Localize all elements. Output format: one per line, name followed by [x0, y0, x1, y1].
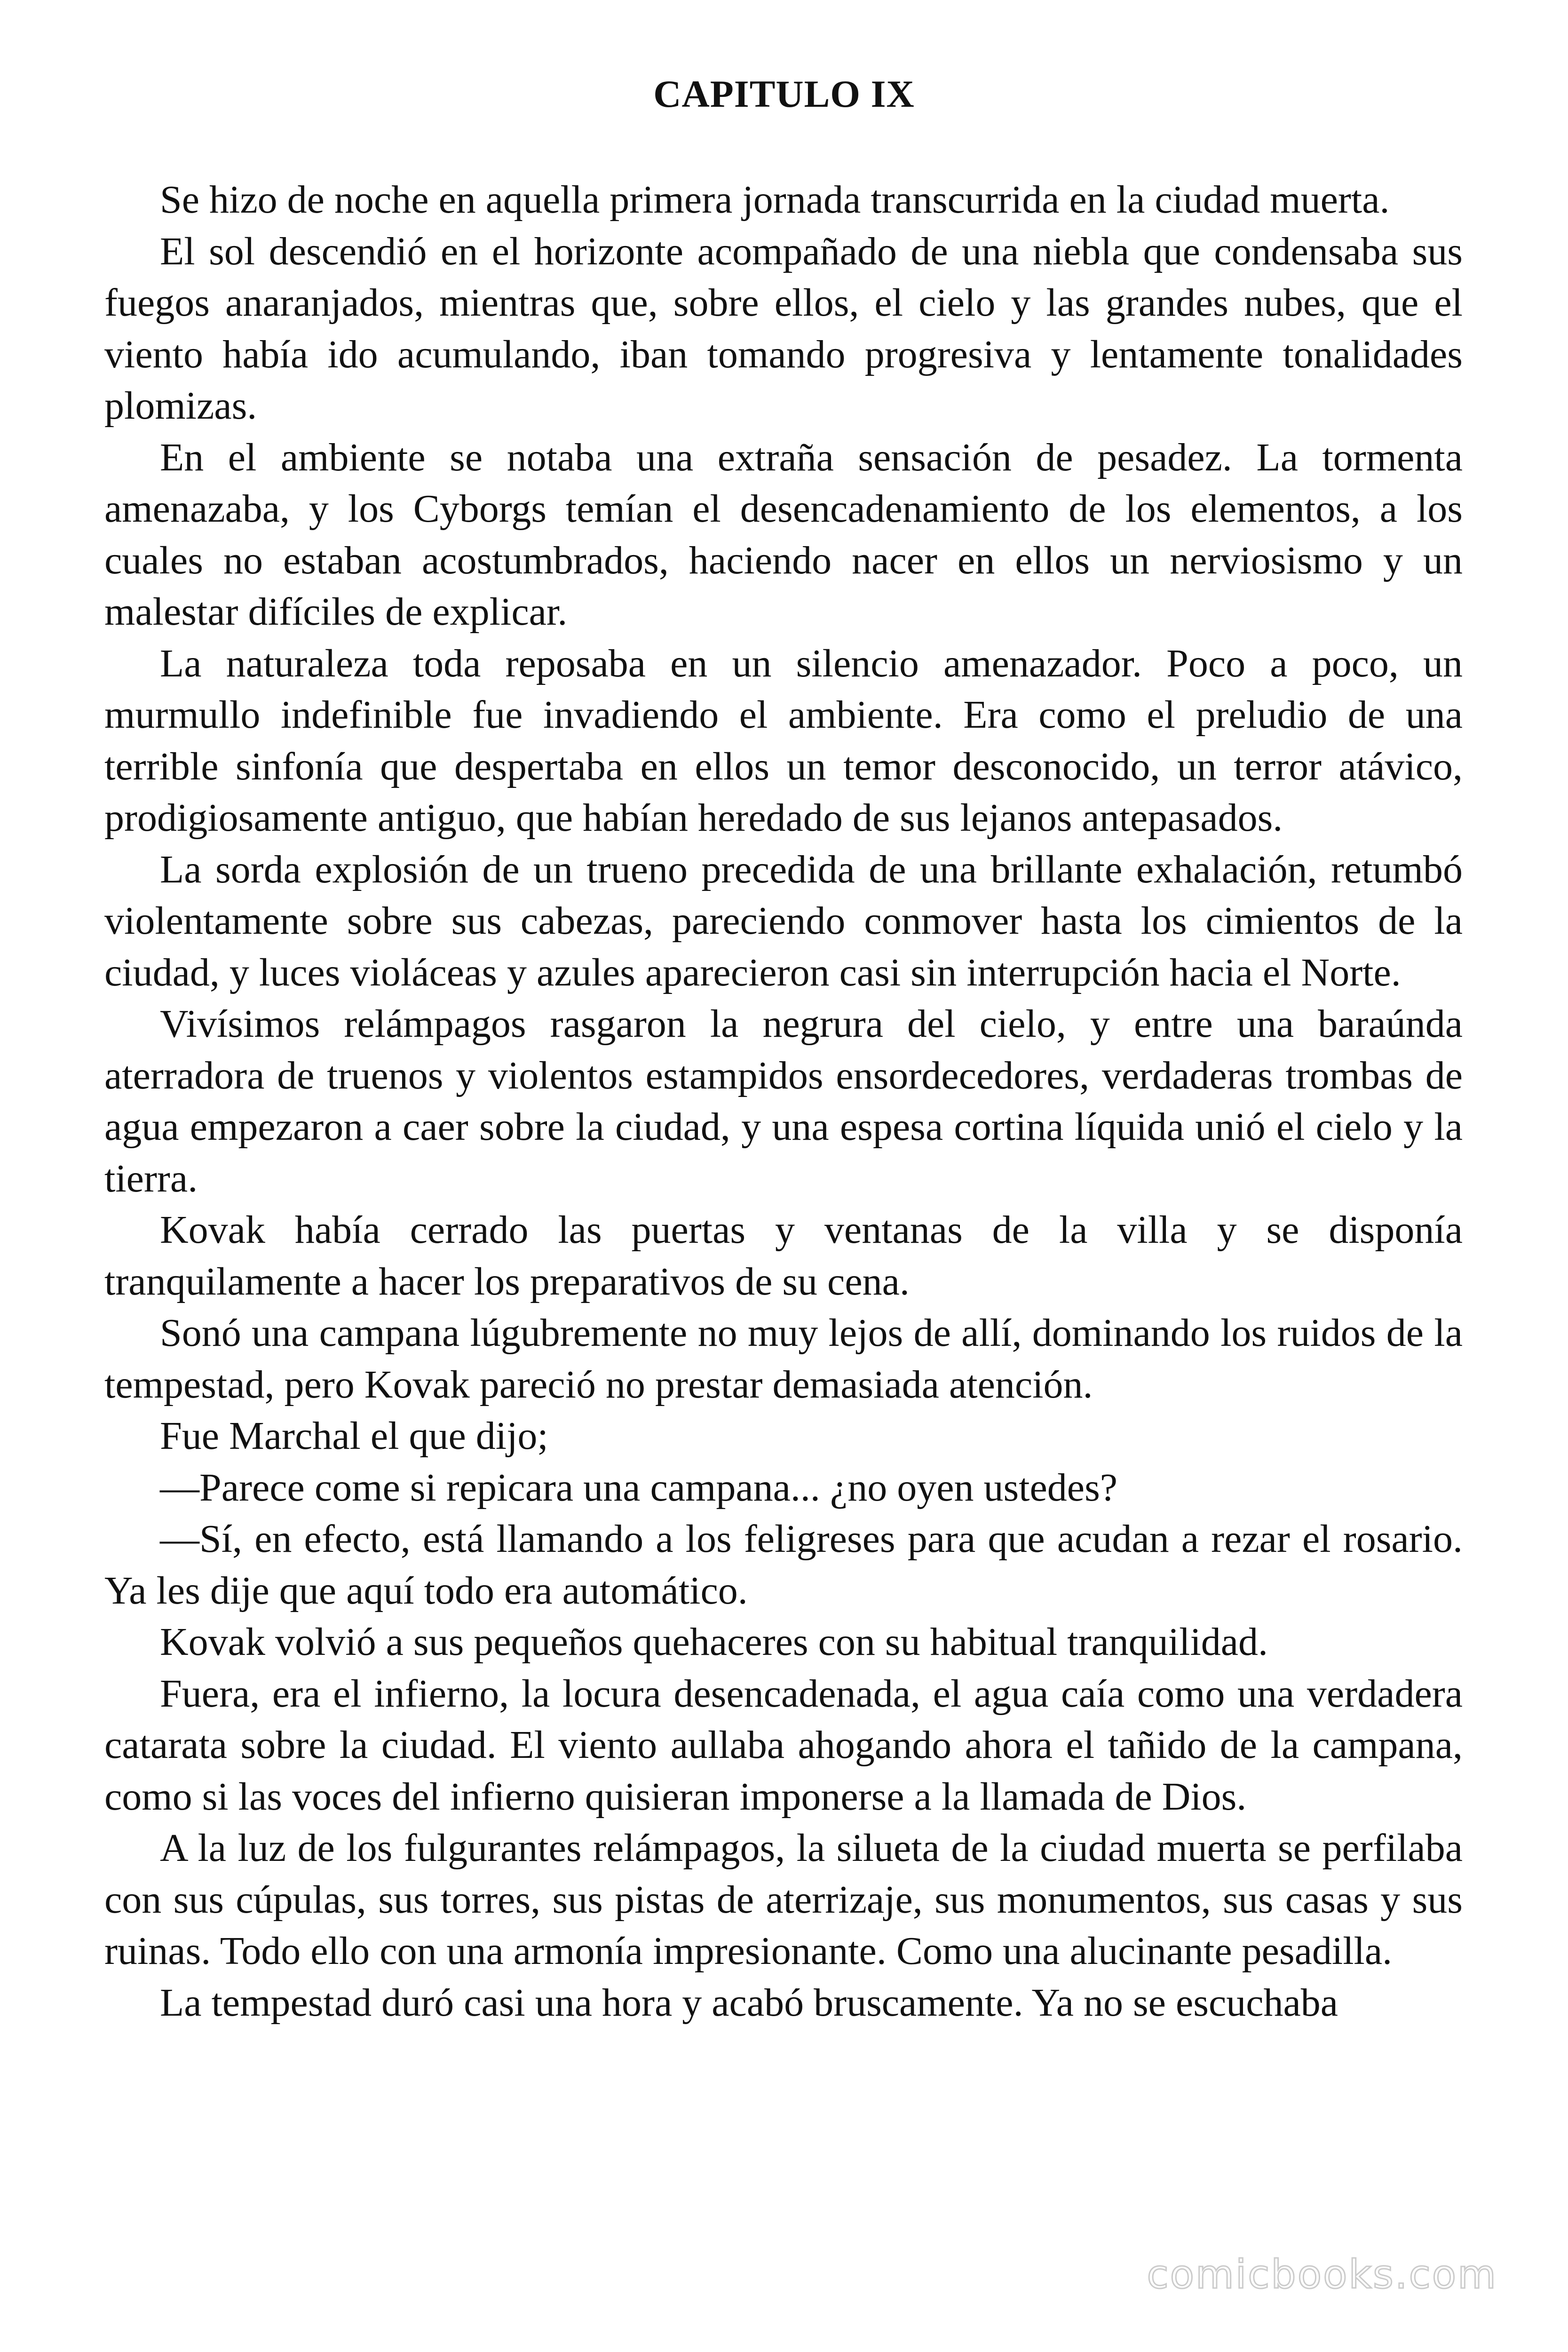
paragraph-3: En el ambiente se notaba una extraña sensación de pesadez. La tormenta amenazaba, y los Cyborgs temían el desencadenamiento de los elementos, a los cuales no estaban acostumbrados, haciendo nacer en ellos un nerviosismo y un malestar difíciles de explicar.	[104, 435, 1463, 634]
paragraph-2: El sol descendió en el horizonte acompañado de una niebla que condensaba sus fuegos anaranjados, mientras que, sobre ellos, el cielo y las grandes nubes, que el viento había ido acumulando, iban tomando progresiva y lentamente tonalidades plomizas.	[104, 229, 1463, 428]
paragraph-12: Kovak volvió a sus pequeños quehaceres con su habitual tranquilidad.	[160, 1620, 1268, 1664]
paragraph-8: Sonó una campana lúgubremente no muy lejos de allí, dominando los ruidos de la tempestad, pero Kovak pareció no prestar demasiada atención.	[104, 1311, 1463, 1406]
chapter-title: CAPITULO IX	[653, 72, 915, 115]
paragraph-4: La naturaleza toda reposaba en un silencio amenazador. Poco a poco, un murmullo indefinible fue invadiendo el ambiente. Era como el preludio de una terrible sinfonía que despertaba en ellos un temor desconocido, un terror atávico, prodigiosamente antiguo, que habían heredado de sus lejanos antepasados.	[104, 641, 1463, 840]
paragraph-1: Se hizo de noche en aquella primera jornada transcurrida en la ciudad muerta.	[160, 178, 1390, 222]
chapter-body	[104, 174, 1463, 2028]
watermark: comicbooks.com	[1147, 2251, 1497, 2297]
paragraph-5: La sorda explosión de un trueno precedida de una brillante exhalación, retumbó violentamente sobre sus cabezas, pareciendo conmover hasta los cimientos de la ciudad, y luces violáceas y azules aparecieron casi sin interrupción hacia el Norte.	[104, 847, 1463, 994]
paragraph-15: La tempestad duró casi una hora y acabó bruscamente. Ya no se escuchaba	[160, 1980, 1338, 2025]
paragraph-7: Kovak había cerrado las puertas y ventanas de la villa y se disponía tranquilamente a hacer los preparativos de su cena.	[104, 1208, 1463, 1303]
paragraph-6: Vivísimos relámpagos rasgaron la negrura del cielo, y entre una baraúnda aterradora de truenos y violentos estampidos ensordecedores, verdaderas trombas de agua empezaron a caer sobre la ciudad, y una espesa cortina líquida unió el cielo y la tierra.	[104, 1002, 1463, 1200]
paragraph-13: Fuera, era el infierno, la locura desencadenada, el agua caía como una verdadera catarata sobre la ciudad. El viento aullaba ahogando ahora el tañido de la campana, como si las voces del infierno quisieran imponerse a la llamada de Dios.	[104, 1671, 1463, 1819]
paragraph-10: —Parece come si repicara una campana... ¿no oyen ustedes?	[160, 1465, 1118, 1510]
paragraph-14: A la luz de los fulgurantes relámpagos, la silueta de la ciudad muerta se perfilaba con sus cúpulas, sus torres, sus pistas de aterrizaje, sus monumentos, sus casas y sus ruinas. Todo ello con una armonía impresionante. Como una alucinante pesadilla.	[104, 1826, 1463, 1973]
paragraph-11: —Sí, en efecto, está llamando a los feligreses para que acudan a rezar el rosario. Ya les dije que aquí todo era automático.	[104, 1517, 1463, 1613]
paragraph-9: Fue Marchal el que dijo;	[160, 1414, 548, 1458]
